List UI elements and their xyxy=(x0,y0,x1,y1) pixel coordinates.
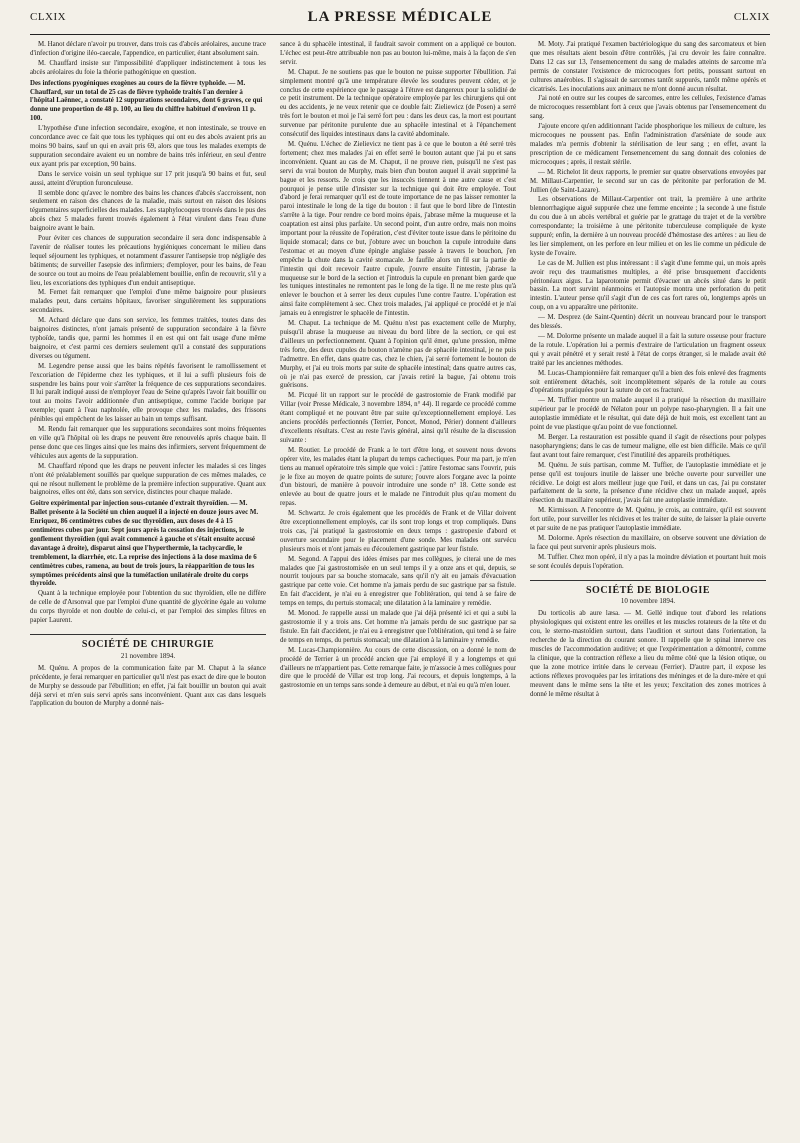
paragraph: M. Lucas-Championnière. Au cours de cette discussion, on a donné le nom de procédé de Terrier à un procédé ancien que j'ai employé il y a longtemps et qui d'ailleurs ne m'appartient pas. Cette remarque faite, je m'associe à mes collègues pour dire que le procédé de Villar est trop long. J'ai recours, et depuis longtemps, à la gastrostomie en un temps sans sonde à demeure au début, et n'ai eu qu'à m'en louer. xyxy=(280,646,517,690)
paragraph: M. Tuffier. Chez mon opéré, il n'y a pas la moindre déviation et pourtant huit mois se sont écoulés depuis l'opération. xyxy=(530,553,766,570)
paragraph: M. Schwartz. Je crois également que les procédés de Frank et de Villar doivent être exceptionnellement employés, car ils sont trop longs et trop compliqués. Dans trois cas, j'ai pratiqué la gastrostomie en deux temps : gastropexie d'abord et ouverture secondaire pour le placement d'une sonde. Mes malades ont survécu plusieurs mois et n'ont jamais eu d'écoulement gastrique par leur fistule. xyxy=(280,510,516,553)
section-title: SOCIÉTÉ DE CHIRURGIE xyxy=(30,634,266,650)
paragraph: M. Routier. Le procédé de Frank a le tort d'être long, et souvent nous devons opérer vite, les malades étant la plupart du temps cachectiques. Pour ma part, je m'en tiens au manuel opératoire très simple que voici : j'attire l'estomac sans l'ouvrir, puis je le fixe au moyen de quatre points de suture; j'ouvre alors l'organe avec la pointe d'un bistouri, de manière à pouvoir introduire une sonde n° 18. Cette sonde est enlevée au bout de quatre jours et le malade ne l'introduit plus qu'au moment du repas. xyxy=(280,446,516,508)
page-header xyxy=(30,0,770,35)
paragraph: L'hypothèse d'une infection secondaire, exogène, et non intestinale, se trouve en concordance avec ce fait que tous les typhiques qui ont eu des abcès avaient pris au moins 90 bains, sauf un qui en avait pris 69, alors que tous les malades exempts de suppuration secondaire avaient eu un nombre de bains très inférieur, en seul d'entre eux ayant pris par exception, 90 bains. xyxy=(30,125,266,168)
column-2 xyxy=(280,41,516,710)
journal-title: LA PRESSE MÉDICALE xyxy=(307,8,493,25)
paragraph: M. Monod. Je rappelle aussi un malade que j'ai déjà présenté ici et qui a subi la gastrostomie il y a trois ans. Cet homme n'a jamais perdu de suc gastrique par sa fistule. En fait d'accident, je n'ai eu à enregistrer que l'oblitération, qui tend à se faire de temps en temps, du pertuis stomacal; une dilatation à la laminaire y remédie. xyxy=(280,610,516,644)
paragraph: M. Quénu. Je suis partisan, comme M. Tuffier, de l'autoplastie immédiate et je pense qu'il est toujours inutile de laisser une brèche ouverte pour surveiller une récidive. Le doigt est alors meilleur juge que l'œil, et dans un cas, j'ai pu constater parfaitement de la sorte, la présence d'une récidive chez un malade auquel, après résection du maxillaire supérieur, j'avais fait une autoplastie immédiate. xyxy=(530,461,766,505)
page-number-right: CLXIX xyxy=(733,11,770,23)
paragraph: Les observations de Millaut-Carpentier ont trait, la première à une arthrite blennorrhagique aiguë suppurée chez une femme enceinte ; la seconde à une fistule du cou due à un abcès vertébral et guérie par le grattage du trajet et de la vertèbre correspondante; la troisième à une péritonite tuberculeuse compliquée de kyste suppuré; enfin, la dernière à un nouveau procédé d'hémostase des artères : au lieu de les lier simplement, on les perfore en leur milieu et on les lie comme un pédicule de kyste de l'ovaire. xyxy=(530,196,766,257)
paragraph: — M. Dolorme présente un malade auquel il a fait la suture osseuse pour fracture de la rotule. L'opération lui a permis d'extraire de l'articulation un fragment osseux qui y avait pénétré et y serait resté à l'état de corps étranger, si le malade avait été traité par les anciennes méthodes. xyxy=(530,333,766,367)
article-heading: Goitre expérimental par injection sous-cutanée d'extrait thyroïdien. — M. Ballet présente à la Société un chien auquel il a injecté en douze jours avec M. Enriquez, 86 centimètres cubes de suc thyroïdien, aux doses de 4 à 15 centimètres cubes par jour. Sept jours après la cessation des injections, le gonflement thyroïdien (qui avait commencé à gauche et s'était ensuite accusé davantage à droite), disparut ainsi que l'hyperthermie, la tachycardie, le tremblement, la diarrhée, etc. La reprise des injections à la dose maxima de 6 centimètres cubes, ramena, au bout de trois jours, la réapparition de tous les symptômes précédents ainsi que la tuméfaction unilatérale droite du corps thyroïde. xyxy=(30,500,259,588)
column-1 xyxy=(30,41,266,710)
paragraph: J'ajoute encore qu'en additionnant l'acide phosphorique les milieux de culture, les microcoques ne poussent pas. Enfin l'administration d'arséniate de soude aux malades m'a permis d'obtenir la stérilisation de leur sang ; en effet, avant la prescription de ce médicament l'ensemencement du sang donnait des colonies de microcoques ; après, il restait stérile. xyxy=(530,123,766,166)
paragraph: Dans le service voisin un seul typhique sur 17 prit jusqu'à 90 bains et fut, seul aussi, atteint d'éruption furonculeuse. xyxy=(30,170,266,187)
paragraph: — M. Richelot lit deux rapports, le premier sur quatre observations envoyées par M. Millaut-Carpentier, le second sur un cas de péritonite par perforation de M. Jullien (de Saint-Lazare). xyxy=(530,168,766,194)
paragraph: M. Chauffard insiste sur l'impossibilité d'appliquer indistinctement à tous les abcès aréolaires du foie la théorie pathogénique en question. xyxy=(30,59,266,76)
paragraph: — M. Desprez (de Saint-Quentin) décrit un nouveau brancard pour le transport des blessés. xyxy=(530,314,766,331)
paragraph: sance à du sphacèle intestinal, il faudrait savoir comment on a appliqué ce bouton. L'échec est peut-être attribuable non pas au bouton lui-même, mais à la façon de s'en servir. xyxy=(280,41,516,66)
paragraph: M. Berger. La restauration est possible quand il s'agit de résections pour polypes nasopharyngiens; dans le cas de tumeur maligne, elle est bien difficile. Mais ce qu'il faut avant tout faire remarquer, c'est l'inutilité des appareils prothétiques. xyxy=(530,433,766,459)
paragraph: M. Rendu fait remarquer que les suppurations secondaires sont moins fréquentes en ville qu'à l'hôpital où les draps ne peuvent être renouvelés après chaque bain. Il pense donc que ces linges ainsi que les mains des infirmiers, servent fréquemment de véhicules aux agents de la suppuration. xyxy=(30,426,266,460)
paragraph: M. Quénu. L'échec de Zielievicz ne tient pas à ce que le bouton a été serré très fortement; chez mes malades j'ai en effet serré le bouton autant que j'ai pu et sans inconvénient. Quant au cas de M. Chaput, il ne prouve rien, puisqu'il ne s'est pas servi du vrai bouton de Murphy, mais bien d'un bouton auquel il avait supprimé la bague et les ressorts. Je crois que les insuccès tiennent à une autre cause et c'est pourquoi je pense utile d'insister sur la technique qui doit être employée. Tout d'abord je ferai remarquer qu'il est de toute importance de ne pas laisser remonter la paroi intestinale le long de la tige du bouton : il faut que le bord libre de l'intestin s'arrête à la tige. Pour rendre ce bord moins épais, j'abrase même la muqueuse et la coaptation est ainsi plus parfaite. Un second point, d'un autre ordre, mais non moins important pour la réussite de l'opération, c'est d'éviter toute issue dans le péritoine du liquide stomacal; dans ce but, j'obture avec un bouchon la cupule introduite dans l'estomac et au moyen d'une épingle anglaise passée à travers le bouchon, j'en empêche la chute dans la cavité stomacale. Je faufile alors un fil sur la partie de l'intestin qui doit recevoir l'autre cupule, j'ouvre ensuite l'intestin, j'abrase la muqueuse sur le bord de la section et j'introduis la cupule en prenant bien garde que les tuniques intestinales ne remontent pas le long de la tige. Il ne me reste plus qu'à enlever le bouchon et à serrer les deux cupules l'une contre l'autre. L'opération est ainsi faite complètement à sec. Chez trois malades, j'ai appliqué ce procédé et je n'ai jamais eu à enregistrer le sphacèle de l'intestin. xyxy=(280,140,516,318)
paragraph: Le cas de M. Jullien est plus intéressant : il s'agit d'une femme qui, un mois après avoir reçu des traumatismes multiples, a été prise brusquement d'accidents péritonéaux aigus. La laparotomie permit d'évacuer un abcès situé dans le petit bassin. La mort survint néanmoins et l'autopsie montra une perforation du petit intestin. L'auteur pense qu'il s'agit d'un de ces cas fort rares où, longtemps après un coup, on a vu apparaître une péritonite. xyxy=(530,259,766,312)
section-title: SOCIÉTÉ DE BIOLOGIE xyxy=(530,580,766,596)
paragraph: Il semble donc qu'avec le nombre des bains les chances d'abcès s'accroissent, non seulement en raison des chances de la maladie, mais surtout en raison des lésions tégumentaires superficielles des malades. Les staphylocoques trouvés dans le pus des abcès chez 5 malades furent trouvés également à l'état virulent dans l'eau d'une baignoire avant le bain. xyxy=(30,189,266,233)
paragraph: Quant à la technique employée pour l'obtention du suc thyroïdien, elle ne diffère de celle de d'Arsonval que par l'emploi d'une quantité de glycérine égale au volume du corps thyroïde et non double de celui-ci, et par l'emploi des simples filtres en papier Laurent. xyxy=(30,590,266,625)
paragraph: — M. Tuffier montre un malade auquel il a pratiqué la résection du maxillaire supérieur par le procédé de Nélaton pour un polype naso-pharyngien. Il a fait une autoplastie immédiate et le résultat, qui date déjà de huit mois, est excellent tant au point de vue plastique qu'au point de vue fonctionnel. xyxy=(530,397,766,432)
paragraph: M. Chauffard répond que les draps ne peuvent infecter les malades si ces linges n'ont été préalablement souillés par quelque suppuration de ces mêmes malades, ce qui ne résout nullement le problème de la première infection suppurative. Quant aux baignoires, elles ont été, dans son service, distinctes pour chaque malade. xyxy=(30,462,266,497)
paragraph: M. Segond. A l'appui des idées émises par mes collègues, je citerai une de mes malades que j'ai gastrostomisée en un seul temps il y a onze ans et qui, depuis, se nourrit toujours par sa bouche stomacale, sans qu'il n'y ait eu jamais d'évacuation gastrique par cette voie. Cet homme n'a jamais perdu de suc gastrique par sa fistule. En fait d'accident, je n'ai eu à enregistrer que l'oblitération, qui tend à se faire de temps en temps, du pertuis stomacal; une dilatation à la laminaire y remédie. xyxy=(280,555,516,608)
paragraph: M. Picqué lit un rapport sur le procédé de gastrostomie de Frank modifié par Villar (voir Presse Médicale, 3 novembre 1894, n° 44). Il regarde ce procédé comme étant compliqué et ne pouvant être par suite qu'exceptionnellement employé. Les anciens procédés perfectionnés (Terrier, Poncet, Monod, Périer) donnent d'ailleurs d'excellents résultats. C'est au reste l'avis général, ainsi qu'il résulte de la discussion suivante : xyxy=(280,392,516,444)
paragraph: M. Chaput. Je ne soutiens pas que le bouton ne puisse supporter l'ébullition. J'ai simplement montré qu'à une température élevée les soudures peuvent céder, et je conclus de cette expérience que le passage à l'étuve est dangereux pour la solidité de ce petit instrument. De la technique opératoire employée par les chirurgiens qui ont eu des accidents, je ne veux retenir que ce double fait: Zieliewicz (de Posen) a serré très fort le bouton et moi je l'ai serré fort peu : dans les deux cas, la mort est pourtant survenue par péritonite purulente due au sphacèle intestinal et à l'épanchement consécutif des liquides intestinaux dans la cavité abdominale. xyxy=(280,68,516,139)
paragraph: M. Quénu. A propos de la communication faite par M. Chaput à la séance précédente, je ferai remarquer en particulier qu'il n'est pas exact de dire que le bouton de Murphy se dessoude par l'ébullition; en effet, j'ai fait bouillir un bouton qui avait déjà servi et m'en suis servi après sans inconvénient. Quant aux cas dans lesquels l'application du bouton de Murphy a donné nais- xyxy=(30,664,266,708)
paragraph: J'ai noté en outre sur les coupes de sarcomes, entre les cellules, l'existence d'amas de microcoques ressemblant fort à ceux que j'avais obtenus par l'ensemencement du sang. xyxy=(530,95,766,121)
section-date: 21 novembre 1894. xyxy=(120,651,176,660)
paragraph: Du torticolis ab aure læsa. — M. Gellé indique tout d'abord les relations physiologiques qui existent entre les oreilles et les muscles rotateurs de la tête et du cou, le sterno-mastoïdien surtout, dans l'audition et surtout dans l'orientation, la recherche de la direction du courant sonore. Il rappelle que le spinal innerve ces muscles de l'accommodation auditive; et que l'expérimentation a démontré, comme la clinique, que la contraction réflexe a lieu du même côté que la lésion otique, ou que la zone motrice irritée dans le cerveau (Ferrier). D'autre part, il expose les actions réflexes provoquées par les irritations des méninges et de la dure-mère et qui meuvent dans le même sens la tête et les yeux; l'excitation des zones motrices à donné le même résultat à xyxy=(530,610,766,698)
paragraph: M. Fernet fait remarquer que l'emploi d'une même baignoire pour plusieurs malades peut, dans certains hôpitaux, favoriser singulièrement les suppurations secondaires. xyxy=(30,289,266,315)
paragraph: Pour éviter ces chances de suppuration secondaire il sera donc indispensable à l'avenir de réaliser toutes les précautions hygiéniques concernant le milieu dans lequel séjournent les typhiques, et notamment d'assurer l'antisepsie trop négligée des bâtiments; de surveiller l'asepsie des infirmiers; d'employer, pour les bains, de l'eau de source ou tout au moins de l'eau préalablement bouillie, enfin de recouvrir, s'il y a lieu, les excoriations des typhiques d'un enduit antiseptique. xyxy=(30,235,266,287)
columns xyxy=(30,41,770,710)
paragraph: M. Hanot déclare n'avoir pu trouver, dans trois cas d'abcès aréolaires, aucune trace d'infection d'origine iléo-caecale, l'appendice, en particulier, étant absolument sain. xyxy=(30,41,266,57)
paragraph: M. Moty. J'ai pratiqué l'examen bactériologique du sang des sarcomateux et bien que mes résultats aient besoin d'être contrôlés, j'ai cru devoir les faire connaître. Dans 12 cas sur 13, l'ensemencement du sang de malades atteints de sarcome m'a permis de constater l'existence de microcoques fort petits, poussant surtout en cultures anaérobies. Il s'agissait de sarcomes tantôt suppurés, tantôt même opérés et cicatrisés. Les inoculations aux animaux ne m'ont donné aucun résultat. xyxy=(530,41,766,93)
paragraph: M. Dolorme. Après résection du maxillaire, on observe souvent une déviation de la face qui peut survenir après plusieurs mois. xyxy=(530,534,766,551)
page-number-left: CLXIX xyxy=(30,11,67,23)
section-date: 10 novembre 1894. xyxy=(620,597,676,606)
paragraph: M. Achard déclare que dans son service, les femmes traitées, toutes dans des baignoires distinctes, n'ont jamais présenté de suppuration secondaire à la fièvre typhoïde, tandis que, parmi les hommes il en est qui ont fait usage d'une même baignoire, et c'est parmi ces derniers seulement qu'il a constaté des suppurations diverses ou tégument. xyxy=(30,317,266,360)
article-heading: Des infections pyogéniques exogènes au cours de la fièvre typhoïde. — M. Chauffard, sur un total de 25 cas de fièvre typhoïde traités l'an dernier à l'hôpital Laënnec, a constaté 12 suppurations secondaires, dont 6 graves, ce qui donne une proportion de 48 p. 100, au lieu du chiffre habituel d'environ 11 p. 100. xyxy=(30,79,263,123)
paragraph: M. Chaput. La technique de M. Quénu n'est pas exactement celle de Murphy, puisqu'il abrase la muqueuse au niveau du bord libre de la section, ce qui est d'ailleurs un perfectionnement. Quant à l'opinion qu'il émet, qu'une pression, même très forte, des deux cupules du bouton n'amène pas de sphacèle intestinal, je ne puis l'admettre. En effet, dans quatre cas, chez le chien, j'ai serré fortement le bouton de Murphy, et j'ai eu trois morts par suite de sphacèle intestinal; dans quatre autres cas, où je n'ai pas exercé de pression, car j'avais retiré la bague, j'ai obtenu trois guérisons. xyxy=(280,320,516,390)
paragraph: M. Legendre pense aussi que les bains répétés favorisent le ramollissement et l'excoriation de l'épiderme chez les typhiques, et il lui a suffi plusieurs fois de suspendre les bains pour voir s'arrêter la fréquence de ces suppurations secondaires. Il lui paraît indiqué aussi de n'employer l'eau de Seine qu'après l'avoir fait bouillir ou tout au moins l'avoir additionnée d'un antiseptique, comme l'acide borique par exemple; quant à l'eau naphtolée, elle provoque chez les malades, des frissons pénibles qui empêchent de les laisser au bain un temps suffisant. xyxy=(30,362,266,424)
paragraph: M. Lucas-Championnière fait remarquer qu'il a bien des fois enlevé des fragments soit entièrement détachés, soit incomplètement séparés de la rotule au cours d'opérations pratiquées pour la suture de cet os fracturé. xyxy=(530,369,766,395)
column-3 xyxy=(530,41,766,710)
paragraph: M. Kirmisson. A l'encontre de M. Quénu, je crois, au contraire, qu'il est souvent fort utile, pour surveiller les récidives et les traiter de suite, de laisser la plaie ouverte et par suite de ne pas pratiquer l'autoplastie immédiate. xyxy=(530,507,766,533)
